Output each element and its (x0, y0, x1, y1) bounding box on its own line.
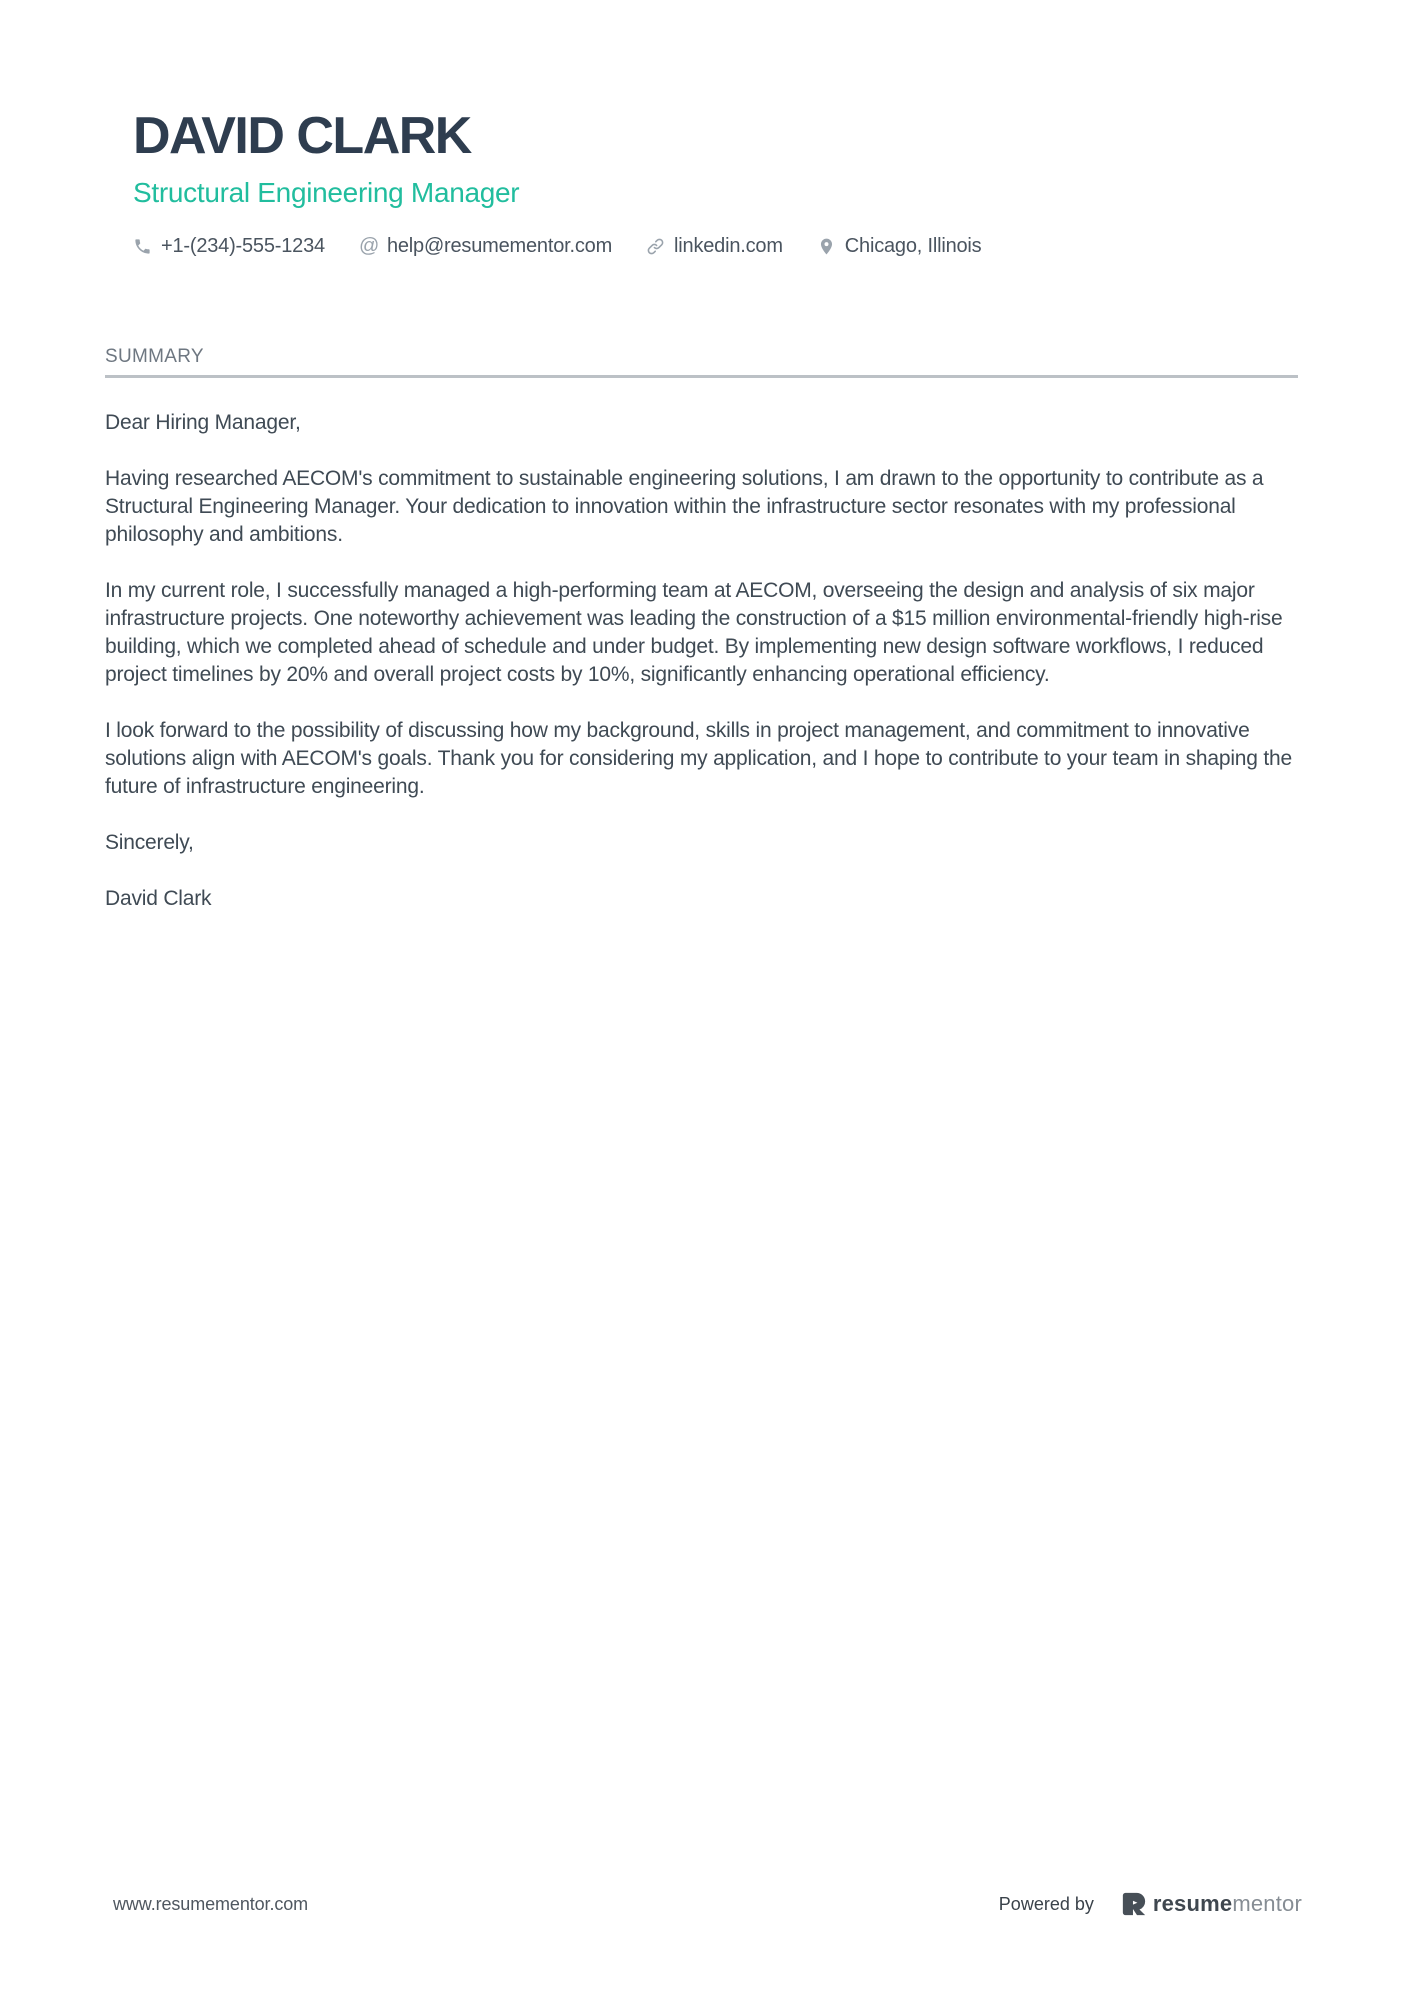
paragraph-signoff: Sincerely, (105, 830, 194, 854)
contact-phone-text: +1-(234)-555-1234 (161, 234, 325, 257)
location-pin-icon (817, 237, 836, 256)
resumementor-logo-text (1153, 1891, 1302, 1917)
logo-text-resume: resume (1152, 1891, 1233, 1916)
contact-row (133, 235, 1298, 258)
resumementor-logo-icon (1122, 1892, 1146, 1916)
powered-by (999, 1891, 1302, 1917)
letter-body (105, 409, 1298, 913)
paragraph-closing: I look forward to the possibility of discussing how my background, skills in project management, and commitment to innovative solutions align with AECOM's goals. Thank you for considering my application, and I hope to contribute to your team in shaping the future of infrastructure engineering. (105, 718, 1292, 798)
contact-linkedin-text: linkedin.com (674, 234, 783, 257)
phone-icon (133, 237, 152, 256)
header (0, 0, 1410, 258)
contact-location-text: Chicago, Illinois (844, 234, 982, 257)
paragraph-experience: In my current role, I successfully managed a high-performing team at AECOM, overseeing the design and analysis of six major infrastructure projects. One noteworthy achievement was leading the construction of a $15 million environmental-friendly high-rise building, which we completed ahead of schedule and under budget. By implementing new design software workflows, I reduced project timelines by 20% and overall project costs by 10%, significantly enhancing operational efficiency. (105, 578, 1283, 686)
resumementor-logo[interactable] (1122, 1891, 1302, 1917)
paragraph-intro: Having researched AECOM's commitment to sustainable engineering solutions, I am drawn to the opportunity to contribute as a Structural Engineering Manager. Your dedication to innovation within the infrastructure sector resonates with my professional philosophy and ambitions. (105, 466, 1264, 546)
footer-website-link[interactable]: www.resumementor.com (113, 1893, 309, 1914)
logo-text-mentor: mentor (1232, 1891, 1302, 1916)
candidate-name: DAVID CLARK (133, 107, 471, 165)
contact-email[interactable] (359, 235, 612, 258)
summary-heading: SUMMARY (105, 345, 204, 367)
contact-email-text: help@resumementor.com (386, 234, 613, 257)
job-title: Structural Engineering Manager (133, 177, 520, 208)
powered-by-label: Powered by (998, 1893, 1094, 1914)
paragraph-signature: David Clark (105, 886, 212, 910)
paragraph-greeting: Dear Hiring Manager, (105, 410, 301, 434)
section-divider (105, 375, 1298, 378)
link-icon (646, 237, 665, 256)
contact-location (817, 235, 982, 258)
contact-phone[interactable] (133, 235, 325, 258)
footer (113, 1891, 1302, 1917)
summary-section (0, 346, 1410, 913)
contact-linkedin[interactable] (646, 235, 783, 258)
at-icon: @ (358, 234, 380, 257)
